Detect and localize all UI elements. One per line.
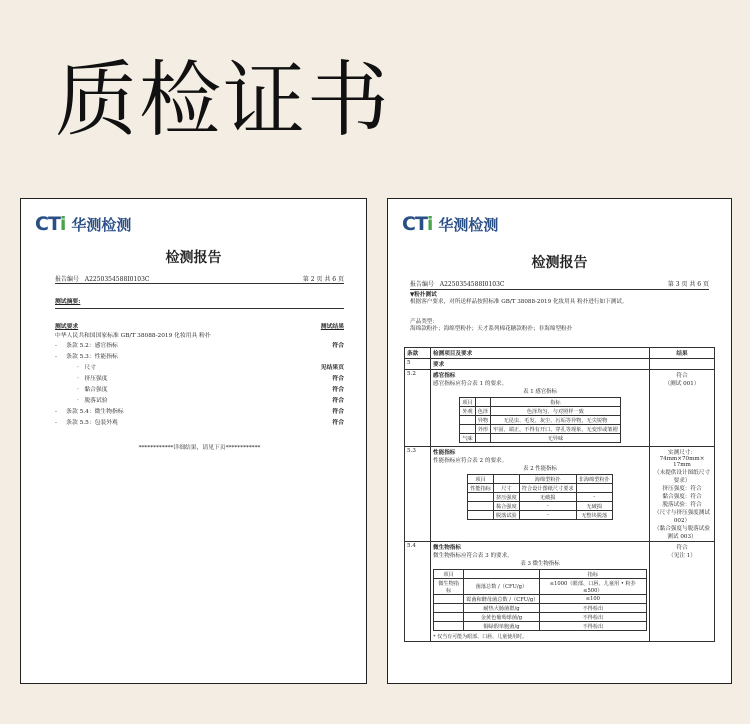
table-row: 5 要求 <box>405 359 714 370</box>
page-title: 检测报告 <box>531 255 588 271</box>
spec-table: 项目 海绵型粉扑 非海绵型粉扑 性能指标 尺寸 符合设计图纸尺寸要求 挤压强度 无破损 - 黏合强度 - 无破损 脱落试验 - 无整块脱落 <box>467 474 613 520</box>
divider <box>55 283 344 284</box>
cti-logo: CTi 华测检测 <box>35 213 132 235</box>
report-meta: 报告编号 A2250354588I0103C 第 3 页 共 6 页 <box>410 281 709 288</box>
summary-item <box>55 406 344 415</box>
table-row: 5.4 微生物指标 微生物指标应符合表 3 的要求。 表 3 微生物指标 项目 指标 微生物指标 菌落总数 /（CFU/g） ≤1000（眼部、口唇、儿童用 • 粉扑≤500） 霉菌和酵母菌总数 /（CFU/g） ≤100 耐热大肠菌群/g 不得检出 金黄色葡萄球菌/g 不得检出 铜绿假单胞菌/g 不得检出 * 仅当有可能为眼部、口唇、儿童使用时。 符合 （见注 1） <box>407 543 696 640</box>
divider <box>410 289 709 290</box>
hero-title: 质检证书 <box>55 53 392 148</box>
summary-header-row: 测试要求 测试结果 <box>55 324 344 330</box>
summary-item-label: · 脱落试验 <box>77 398 108 404</box>
table-row: 5.3 性能指标 性能指标应符合表 2 的要求。 表 2 性能指标 项目 海绵型粉扑 非海绵型粉扑 性能指标 尺寸 符合设计图纸尺寸要求 挤压强度 无破损 - 黏合强度 - 无破损 脱落试验 - 无整块脱落 实测尺寸： 74mm×70mm× 17mm （未提供设计图纸尺寸要求） 挤压强度：符合 黏合强度：符合 脱落试验：符合 （尺寸与挤压强度测试 002） （黏合强度与脱落试验测试 003） <box>405 447 714 542</box>
report-page-1 <box>20 198 367 684</box>
divider <box>55 308 344 309</box>
spec-table: 项目 指标 外观 色泽 色泽均匀、与对照样一致 异物 无昆虫、毛发、灰尘、污垢等异物，无尖锐物 外形 牢固、端正，不得有开口、穿孔等现象，无变形或皱褶 气味 无异味 <box>459 397 620 443</box>
summary-item-result: 符合 <box>332 398 344 404</box>
summary-item-label: - 条款 5.4：微生物指标 <box>55 409 124 415</box>
summary-item-label: · 挤压强度 <box>77 376 108 382</box>
summary-item-label: - 条款 5.2：感官指标 <box>55 343 118 349</box>
table-header: 条款 检测项目及要求 结果 <box>405 348 714 359</box>
summary-item-result: 符合 <box>332 387 344 393</box>
footer-note: ************详细结果，请见下页************ <box>138 445 261 451</box>
standard-line: 中华人民共和国国家标准 GB/T 38088-2019 化妆用具 粉扑 <box>55 333 211 339</box>
summary-item-result: 符合 <box>332 343 344 349</box>
summary-item-label: · 尺寸 <box>77 365 96 371</box>
summary-item-label: · 黏合强度 <box>77 387 108 393</box>
summary-item <box>55 362 344 371</box>
intro-block: ▼粉扑测试 根据客户要求，对所送样品按照标准 GB/T 38088-2019 化妆用具 粉扑进行如下测试。 产品类型： 海绵款粉扑；海绵型粉扑；天才系列棉花糖款粉扑；非海绵型粉扑 <box>410 292 628 332</box>
summary-item <box>55 417 344 426</box>
summary-heading: 测试摘要: <box>55 299 81 305</box>
cti-logo: CTi 华测检测 <box>402 213 499 235</box>
summary-item-label: - 条款 5.3：性能指标 <box>55 354 118 360</box>
summary-item <box>55 351 344 360</box>
page-title: 检测报告 <box>165 250 222 266</box>
report-page-2 <box>387 198 732 684</box>
summary-item-result: 符合 <box>332 409 344 415</box>
summary-item <box>55 340 344 349</box>
summary-item-result: 符合 <box>332 420 344 426</box>
test-results-table <box>404 347 715 642</box>
report-meta: 报告编号 A2250354588I0103C 第 2 页 共 6 页 <box>55 276 344 283</box>
summary-item-result: 符合 <box>332 376 344 382</box>
summary-item <box>55 395 344 404</box>
summary-item <box>55 373 344 382</box>
table-row: 5.2 感官指标 感官指标应符合表 1 的要求。 表 1 感官指标 项目 指标 外观 色泽 色泽均匀、与对照样一致 异物 无昆虫、毛发、灰尘、污垢等异物，无尖锐物 外形 牢固、端正，不得有开口、穿孔等现象，无变形或皱褶 气味 无异味 符合 （测试 001） <box>405 370 714 447</box>
summary-item-result: 见结果页 <box>320 365 344 371</box>
summary-item <box>55 384 344 393</box>
spec-table: 项目 指标 微生物指标 菌落总数 /（CFU/g） ≤1000（眼部、口唇、儿童用 • 粉扑≤500） 霉菌和酵母菌总数 /（CFU/g） ≤100 耐热大肠菌群/g 不得检出 金黄色葡萄球菌/g 不得检出 铜绿假单胞菌/g 不得检出 <box>433 569 647 631</box>
summary-item-label: - 条款 5.5：包装外观 <box>55 420 118 426</box>
